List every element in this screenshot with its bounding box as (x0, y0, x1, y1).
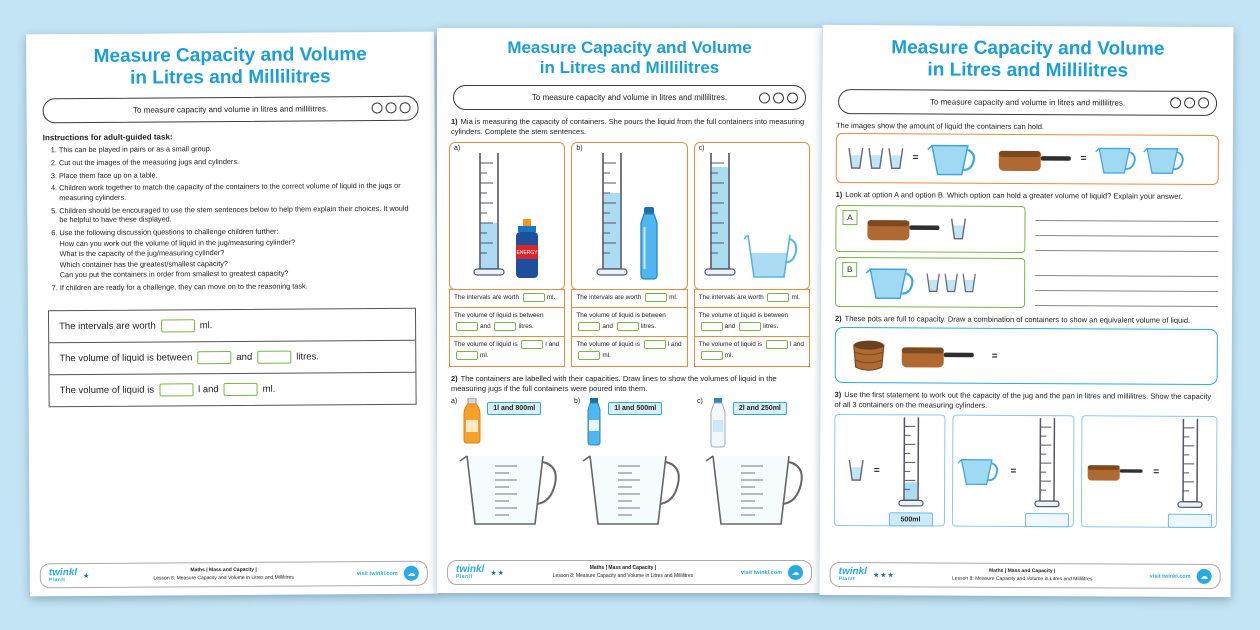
logo-subtext: PlanIt (48, 577, 66, 584)
stem-text: The intervals are worth (576, 294, 642, 302)
answer-blank (766, 340, 788, 349)
instruction-text: If children are ready for a challenge, they can move on to the reasoning task. (59, 281, 308, 293)
stem-text: and (236, 352, 253, 364)
equals-sign: = (1080, 153, 1087, 165)
instruction-item (59, 155, 413, 167)
visit-twinkl-link[interactable]: visit twinkl.com (741, 569, 782, 576)
footer-line-1: Maths | Mass and Capacity | (988, 567, 1056, 574)
stem-cell (571, 336, 687, 366)
discussion-question: Which container has the greatest/smallest capacity? (59, 258, 229, 269)
footer-text (96, 566, 351, 583)
measuring-cylinder-icon (896, 415, 927, 511)
page-title (26, 44, 434, 92)
question-2 (451, 374, 808, 394)
option-b-label: B (842, 262, 857, 277)
stem-cell (694, 307, 810, 337)
answer-line (1035, 221, 1218, 237)
instruction-text: Children work together to match the capacity of the containers to the correct volume of liquid in the jugs or measuring cylinders. (59, 181, 401, 203)
answer-blank (645, 293, 667, 302)
title-line-1: Measure Capacity and Volume (507, 38, 752, 57)
stem-cell (449, 289, 565, 308)
stem-text: The intervals are worth (454, 294, 519, 302)
footer-line-1: Maths | Mass and Capacity | (589, 564, 657, 571)
equals-sign: = (1153, 466, 1160, 478)
answer-blank (701, 351, 723, 360)
measuring-cylinder-icon (1175, 416, 1206, 512)
title-line-2: in Litres and Millilitres (927, 59, 1129, 82)
capacity-label: 2l and 250ml (733, 402, 787, 415)
answer-blank (578, 351, 600, 360)
stem-cell (694, 336, 810, 366)
page-3-reasoning (820, 25, 1234, 597)
instructions-list (59, 143, 414, 293)
stem-text: ml. (602, 352, 611, 360)
measuring-cylinder-icon (595, 149, 629, 281)
difficulty-stars: ★★★ (872, 571, 895, 579)
answer-blank (739, 322, 761, 331)
energy-drink-label: ENERGY (516, 250, 538, 257)
instruction-item (59, 226, 413, 280)
panel-column-b (571, 142, 687, 366)
water-bottle-icon (583, 398, 605, 446)
measuring-cylinder-icon (472, 149, 506, 281)
stem-cell (449, 307, 565, 337)
question-text: Look at option A and option B. Which option can hold a greater volume of liquid? Explain your answer. (845, 189, 1183, 201)
answer-line (1035, 206, 1218, 222)
panel-column-a (449, 142, 565, 366)
equals-sign: = (873, 465, 880, 477)
stem-text: litres. (518, 323, 534, 331)
cylinder-panels (449, 142, 810, 366)
instructions-heading: Instructions for adult-guided task: (42, 132, 173, 143)
objective-box (453, 85, 806, 110)
jug-column-b (572, 398, 687, 530)
logo-text: twinkl (838, 566, 868, 578)
panel-column-c (694, 142, 810, 366)
question-2 (835, 314, 1218, 326)
discussion-questions (59, 236, 413, 279)
stem-text: The intervals are worth (698, 294, 764, 302)
cylinder-panel-glass (834, 414, 946, 527)
footer-line-2: Lesson 8: Measure Capacity and Volume in Litres and Millilitres (552, 572, 694, 579)
option-a-row (835, 205, 1218, 254)
answer-blank (456, 351, 478, 360)
stem-text: The volume of liquid is (59, 384, 155, 397)
capacity-answer-box (1025, 513, 1069, 527)
difficulty-stars: ★ (83, 572, 91, 580)
measuring-jug-icon (453, 450, 561, 530)
answer-lines (1035, 206, 1218, 254)
glass-icon (847, 458, 865, 482)
page-2-activity (437, 28, 822, 593)
stem-text: ml. (791, 294, 800, 302)
question-number: 1) (451, 117, 458, 127)
answer-lines (1035, 258, 1218, 309)
stem-text: litres. (640, 323, 657, 331)
stem-cell (571, 289, 687, 308)
instruction-item (59, 168, 413, 180)
instruction-item (59, 204, 413, 225)
stem-text: The intervals are worth (59, 320, 156, 333)
stem-text: The volume of liquid is between (698, 312, 789, 320)
instruction-text: Place them face up on a table. (58, 170, 158, 180)
stem-text: ml. (480, 352, 489, 360)
discussion-question: How can you work out the volume of liquid in the jug/measuring cylinder? (59, 237, 296, 248)
cylinder-with-label (1025, 415, 1070, 527)
jug-column-a (449, 398, 564, 530)
glass-icon (887, 146, 905, 170)
measuring-cylinder-icon (703, 149, 737, 281)
blue-jug-icon (1094, 142, 1138, 176)
objective-box (42, 96, 418, 124)
capacity-answer-box: 500ml (888, 513, 932, 527)
capacity-key-box (836, 133, 1219, 185)
question-number: 1) (835, 189, 843, 199)
assessment-circles-icon (372, 103, 411, 114)
pan-icon (900, 341, 976, 369)
logo-subtext: PlanIt (838, 576, 856, 583)
question-text: These pots are full to capacity. Draw a combination of containers to show an equivalent volume of liquid. (844, 313, 1191, 325)
measuring-jugs-row (449, 398, 810, 530)
stem-text: The volume of liquid is (698, 341, 763, 349)
question-text: The containers are labelled with their capacities. Draw lines to show the volumes of liquid in the measuring jugs if the full containers were poured into them. (451, 373, 777, 393)
cylinder-panel-jug (952, 415, 1074, 528)
glasses-group (847, 146, 905, 170)
twinkl-cloud-logo-icon: ☁ (404, 566, 419, 581)
equals-sign: = (912, 152, 919, 164)
capacity-label: 1l and 500ml (608, 402, 662, 415)
option-a-box (835, 205, 1025, 253)
answer-line (1035, 261, 1218, 277)
stem-row-intervals (49, 309, 415, 344)
logo-text: twinkl (456, 564, 485, 575)
measuring-jug-icon (699, 450, 807, 530)
item-label: b) (574, 397, 581, 405)
title-line-2: in Litres and Millilitres (129, 66, 331, 90)
panel-label: c) (698, 145, 705, 153)
difficulty-stars: ★★ (490, 569, 505, 577)
stem-text: l and (667, 341, 682, 349)
instruction-text: Children should be encouraged to use the stem sentences below to help them explain their choices. It would be helpful to have these displayed. (59, 203, 409, 225)
objective-text: To measure capacity and volume in litres and millilitres. (132, 104, 329, 115)
glass-icon (943, 272, 959, 294)
stem-row-between (49, 341, 415, 376)
question-1 (451, 117, 808, 137)
stem-text: litres. (763, 323, 779, 331)
container-panel-c (694, 142, 810, 290)
answer-blank (161, 320, 195, 333)
logo-text: twinkl (48, 567, 78, 579)
answer-blank (521, 340, 543, 349)
cylinder-with-label (1168, 416, 1213, 528)
answer-blank (494, 322, 516, 331)
stem-text: The volume of liquid is (454, 341, 518, 349)
stem-text: and (480, 323, 491, 331)
page-title (437, 38, 822, 78)
option-b-row (835, 257, 1218, 309)
answer-blank (767, 293, 789, 302)
page-footer (40, 561, 428, 589)
capacity-answer-box (1168, 514, 1212, 528)
page-footer (830, 562, 1221, 589)
objective-text: To measure capacity and volume in litres and millilitres. (929, 97, 1126, 108)
stem-cell (449, 336, 565, 366)
energy-drink-icon (512, 219, 542, 281)
title-line-1: Measure Capacity and Volume (891, 37, 1165, 60)
pot-icon (850, 338, 888, 372)
footer-line-2: Lesson 8: Measure Capacity and Volume in Litres and Millilitres (952, 575, 1093, 582)
glass-icon (847, 146, 865, 170)
stem-text: litres. (296, 351, 319, 364)
intro-statement: The images show the amount of liquid the containers can hold. (835, 120, 1045, 131)
container-with-label (697, 398, 787, 450)
twinkl-logo (839, 567, 867, 582)
answer-blank (644, 340, 666, 349)
jug-with-liquid-icon (743, 229, 801, 281)
question-1 (836, 190, 1219, 202)
cylinder-panel-pan (1081, 416, 1217, 529)
stem-text: and (602, 323, 613, 331)
discussion-question: What is the capacity of the jug/measuring cylinder? (59, 248, 225, 259)
question-number: 3) (834, 390, 842, 400)
twinkl-logo (49, 568, 77, 583)
juice-bottle-icon (460, 398, 484, 444)
stem-text: The volume of liquid is (576, 341, 640, 349)
answer-line (1035, 276, 1218, 292)
visit-twinkl-link[interactable]: visit twinkl.com (356, 570, 398, 577)
answer-blank (197, 351, 231, 364)
answer-blank (617, 322, 639, 331)
twinkl-cloud-logo-icon: ☁ (1197, 569, 1212, 584)
stem-text: The volume of liquid is between (454, 312, 544, 320)
blue-jug-icon (927, 138, 979, 178)
stem-text: l and (545, 341, 560, 349)
page-title (822, 37, 1233, 84)
question-number: 2) (834, 313, 842, 323)
assessment-circles-icon (759, 92, 798, 103)
instruction-text: Cut out the images of the measuring jugs and cylinders. (58, 156, 240, 167)
answer-blank (701, 322, 723, 331)
glasses-group (925, 271, 977, 293)
glass-icon (949, 217, 967, 241)
container-with-label (451, 398, 541, 450)
question-number: 2) (451, 373, 458, 383)
answer-blank (159, 384, 193, 397)
stem-text: and (724, 323, 736, 331)
answer-line (1035, 291, 1218, 307)
blue-jug-icon (1142, 142, 1186, 176)
water-bottle-icon (635, 207, 663, 281)
page-footer (447, 560, 812, 585)
capacity-label: 1l and 800ml (487, 402, 541, 415)
pan-icon (865, 215, 941, 243)
item-label: c) (697, 397, 703, 405)
footer-line-1: Maths | Mass and Capacity | (190, 566, 257, 574)
stem-text: l and (790, 341, 804, 349)
milk-bottle-icon (706, 398, 730, 448)
footer-text (511, 565, 735, 581)
answer-blank (456, 322, 478, 331)
glass-icon (867, 146, 885, 170)
instruction-item (59, 143, 413, 155)
question-text: Mia is measuring the capacity of containers. She pours the liquid from the full containers into measuring cylinders. Complete the stem sentences. (451, 117, 805, 137)
blue-jug-icon (865, 262, 917, 302)
stem-sentence-table (48, 308, 417, 408)
blue-jug-icon (957, 454, 1001, 488)
answer-blank (578, 322, 600, 331)
glass-icon (961, 272, 977, 294)
stem-text: ml. (724, 352, 734, 360)
jug-column-c (695, 398, 810, 530)
cylinder-with-label (888, 415, 933, 527)
visit-twinkl-link[interactable]: visit twinkl.com (1149, 573, 1191, 580)
answer-blank (224, 383, 258, 396)
page-1-adult-guided-task (26, 32, 438, 597)
instruction-item (60, 281, 414, 293)
footer-text (901, 567, 1144, 584)
footer-line-2: Lesson 8: Measure Capacity and Volume in Litres and Millilitres (153, 574, 294, 582)
cylinder-answer-row (834, 414, 1218, 528)
instruction-text: This can be played in pairs or as a small group. (58, 143, 212, 155)
container-panel-a (449, 142, 565, 290)
stem-text: l and (198, 384, 219, 396)
title-line-1: Measure Capacity and Volume (93, 44, 367, 67)
stem-cell (694, 289, 810, 308)
stem-text: The volume of liquid is between (59, 352, 193, 365)
measuring-jug-icon (576, 450, 684, 530)
stem-cell (571, 307, 687, 337)
pan-icon (1086, 461, 1144, 483)
panel-label: b) (576, 145, 583, 153)
container-with-label (574, 398, 662, 450)
item-label: a) (451, 397, 458, 405)
logo-subtext: PlanIt (456, 574, 473, 580)
twinkl-logo (456, 565, 484, 580)
objective-text: To measure capacity and volume in litres and millilitres. (531, 93, 728, 103)
question-3 (834, 390, 1217, 412)
objective-box (838, 89, 1217, 116)
panel-label: a) (454, 145, 461, 153)
answer-blank (257, 351, 291, 364)
equals-sign: = (1010, 465, 1017, 477)
title-line-2: in Litres and Millilitres (539, 58, 720, 78)
instruction-item (59, 181, 413, 202)
answer-line (1035, 236, 1218, 252)
question-text: Use the first statement to work out the capacity of the jug and the pan in litres and millilitres. Show the capacity of all 3 containers on the measuring cylinders. (834, 390, 1212, 410)
discussion-question: Can you put the containers in order from smallest to greatest capacity? (59, 268, 289, 280)
instruction-text: Use the following discussion questions to challenge children further: (59, 226, 279, 238)
answer-blank (523, 293, 545, 302)
stem-text: ml. (262, 384, 276, 396)
assessment-circles-icon (1170, 98, 1209, 109)
stem-text: The volume of liquid is between (576, 312, 666, 320)
stem-row-volume (49, 373, 415, 407)
stem-text: ml. (199, 320, 213, 332)
container-panel-b (571, 142, 687, 290)
stem-text: ml. (546, 294, 556, 302)
pan-icon (997, 145, 1073, 173)
pots-equivalence-box (835, 327, 1218, 385)
twinkl-cloud-logo-icon: ☁ (788, 565, 803, 580)
stem-text: ml. (669, 294, 678, 302)
option-a-label: A (842, 210, 857, 225)
glass-icon (925, 271, 941, 293)
equals-sign: = (991, 350, 998, 362)
measuring-cylinder-icon (1032, 415, 1063, 511)
option-b-box (835, 257, 1025, 308)
